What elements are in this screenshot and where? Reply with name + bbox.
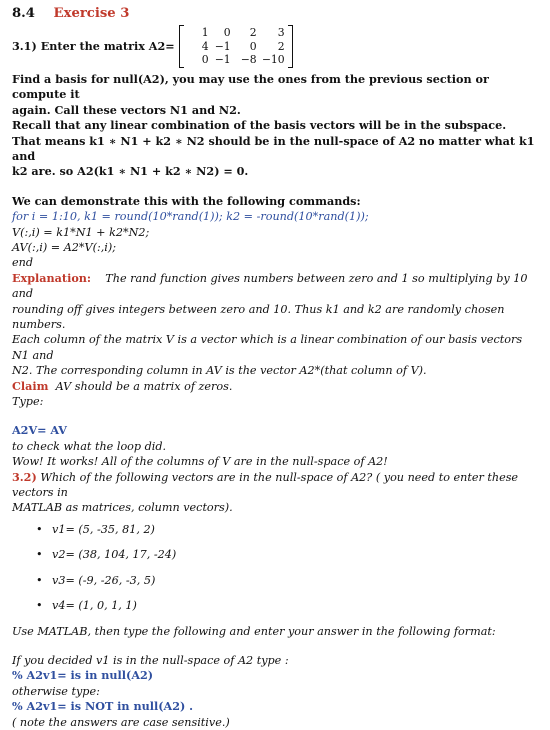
claim-label: Claim [12,378,49,393]
matrix-cell: 2 [277,39,285,53]
paragraph-line: again. Call these vectors N1 and N2. [12,102,241,117]
answer-otherwise: otherwise type: [12,684,100,698]
vector-list [12,522,536,614]
type-label: Type: [12,395,44,409]
matrix-cell: −10 [261,53,285,67]
matrix-cell: 4 [201,39,209,53]
matrix-cell: 3 [277,26,285,40]
instruction: Use MATLAB, then type the following and enter your answer in the following format: [12,624,496,638]
explanation-line: Each column of the matrix V is a vector which is a linear combination of our basis vectors N1 and [12,333,523,362]
part1-prompt: Enter the matrix A2= [40,38,175,53]
paragraph-line: Find a basis for null(A2), you may use the ones from the previous section or compute it [12,71,489,102]
list-item: • v1= (5, -35, 81, 2) [36,522,536,537]
matrix-cell: −1 [214,53,231,67]
part1-label: 3.1) [12,38,37,53]
matrix-cell: 0 [201,53,209,67]
matrix-right-bracket [288,25,293,68]
code-line: V(:,i) = k1*N1 + k2*N2; [12,225,150,239]
code-line: AV(:,i) = A2*V(:,i); [12,240,116,254]
paragraph-line: That means k1 ∗ N1 + k2 ∗ N2 should be in the null-space of A2 no matter what k1 and [12,133,535,163]
section-heading [12,6,536,21]
check-line: Wow! It works! All of the columns of V are in the null-space of A2! [12,455,388,469]
paragraph-line: k2 are. so A2(k1 ∗ N1 + k2 ∗ N2) = 0. [12,164,249,179]
matrix-cell: 1 [201,26,209,40]
part2-line-1: 3.2) Which of the following vectors are in the null-space of A2? ( you need to enter these vectors in [12,469,519,500]
explanation [12,271,536,410]
section-title: Exercise 3 [53,6,130,21]
code-block [12,209,536,271]
matrix-grid [184,25,288,68]
matrix-cell: 0 [249,39,257,53]
claim-line [12,379,536,394]
part2-line: MATLAB as matrices, column vectors). [12,501,233,515]
claim-text: AV should be a matrix of zeros. [55,379,233,393]
answer-format [12,653,536,730]
paragraph-line: Recall that any linear combination of the basis vectors will be in the subspace. [12,118,507,133]
matrix-cell: 0 [223,26,231,40]
section-number: 8.4 [12,6,35,21]
demo-intro: We can demonstrate this with the following commands: [12,193,361,208]
check-line: to check what the loop did. [12,439,167,453]
code-line: for i = 1:10, k1 = round(10*rand(1)); k2 = -round(10*rand(1)); [12,210,369,224]
basis-paragraph [12,72,536,180]
list-item: • v4= (1, 0, 1, 1) [36,598,536,613]
check-block [12,439,536,516]
answer-yes-command: % A2v1= is in null(A2) [12,668,154,683]
explanation-label: Explanation: [12,270,92,285]
answer-note: ( note the answers are case sensitive.) [12,715,230,729]
explanation-line: rounding off gives integers between zero and 10. Thus k1 and k2 are randomly chosen numbers. [12,302,505,331]
matrix-a2 [179,25,293,68]
answer-if-line: If you decided v1 is in the null-space of A2 type : [12,653,289,667]
type-command: A2V= AV [12,423,67,438]
matrix-row [12,25,536,68]
matrix-cell: −1 [214,39,231,53]
explanation-line: N2. The corresponding column in AV is the vector A2*(that column of V). [12,364,427,378]
matrix-cell: 2 [249,26,257,40]
answer-no-command: % A2v1= is NOT in null(A2) . [12,699,194,714]
list-item: • v3= (-9, -26, -3, 5) [36,573,536,588]
code-line: end [12,256,33,270]
matrix-cell: −8 [240,53,257,67]
list-item: • v2= (38, 104, 17, -24) [36,547,536,562]
explanation-line-1: Explanation: The rand function gives numbers between zero and 1 so multiplying by 10 and [12,270,528,301]
part2-label: 3.2) [12,469,37,484]
